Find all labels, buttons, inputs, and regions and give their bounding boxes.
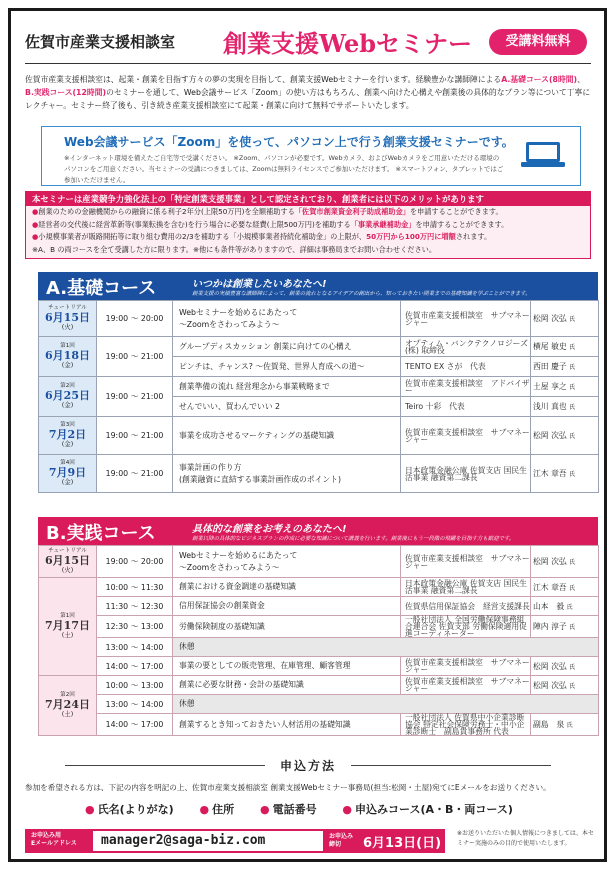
affiliation-cell: 佐賀市産業支援相談室 アドバイザー (401, 377, 531, 397)
table-row (39, 676, 599, 695)
merit-highlight: 「佐賀市創業資金利子助成補助金」 (294, 207, 410, 216)
merit-item (26, 231, 590, 244)
time-cell: 13:00 ～ 14:00 (97, 638, 173, 657)
speaker-cell: 江木 章吾 氏 (531, 455, 599, 493)
date-cell: チュートリアル 6月15日 (火) (39, 301, 97, 337)
zoom-note: ※インターネット環境を備えたご自宅等で受講ください。 ※Zoom、パソコンが必要です。Webカメラ、およびWebカメラをご用意いただける環境のパソコンをご用意ください。当セミナーの受講につきましては、Zoomは無料ライセンスでご参加いただけます。 ※スマートフォン、タブレットではご参加いただけません。 (64, 154, 504, 184)
time-cell: 19:00 ～ 20:00 (97, 546, 173, 578)
speaker-cell: 松岡 次弘 氏 (531, 546, 599, 578)
topic-cell: 労働保険制度の基礎知識 (173, 616, 401, 638)
affiliation-cell: 佐賀市産業支援相談室 サブマネージャー (401, 657, 531, 676)
table-row (39, 714, 599, 736)
free-badge: 受講料無料 (489, 29, 587, 55)
time-cell: 12:30 ～ 13:00 (97, 616, 173, 638)
table-row (39, 616, 599, 638)
time-cell: 19:00 ～ 21:00 (97, 417, 173, 455)
course-b-band (38, 517, 598, 545)
heading-rule-left (65, 765, 265, 766)
topic-cell: 事業計画の作り方 (創業融資に直結する事業計画作成のポイント) (173, 455, 401, 493)
required-items (25, 801, 591, 817)
course-a (38, 272, 598, 493)
page-title: 創業支援Webセミナー (223, 29, 473, 58)
course-a-desc: 創業支援の実績豊富な講師陣によって、創業の流れとなるアイデアの創出から、知っておきたい開業までの基礎知識を学ぶことができます。 (192, 291, 531, 297)
speaker-cell: 副島 泉 氏 (531, 714, 599, 736)
affiliation-cell: 佐賀市産業支援相談室 サブマネージャー (401, 417, 531, 455)
table-row (39, 597, 599, 616)
affiliation-cell: TENTO EX さが 代表 (401, 357, 531, 377)
course-b-name: B.実践コース (46, 523, 156, 544)
affiliation-cell: 一般社団法人 佐賀県中小企業診断協会 特定社会保険労務士・中小企業診断士 副島貴事務所 代表 (401, 714, 531, 736)
affiliation-cell: 日本政策金融公庫 佐賀支店 国民生活事業 融資第二課長 (401, 455, 531, 493)
affiliation-cell: 一般社団法人 全国労働保険事務組合連合会 佐賀支部 労働保険適用促進コーディネーター (401, 616, 531, 638)
date-cell: 第1回 7月17日 (土) (39, 578, 97, 676)
list-item: ● 申込みコース(A・B・両コース) (342, 803, 513, 816)
date-cell: 第2回 7月24日 (土) (39, 676, 97, 736)
table-row (39, 455, 599, 493)
flyer-page (8, 8, 607, 862)
time-cell: 14:00 ～ 17:00 (97, 657, 173, 676)
topic-cell: 創業準備の流れ 経営理念から事業戦略まで (173, 377, 401, 397)
topic-cell: Webセミナーを始めるにあたって ～Zoomをさわってみよう～ (173, 301, 401, 337)
topic-cell: 信用保証協会の創業資金 (173, 597, 401, 616)
merit-header: 本セミナーは産業競争力強化法上の「特定創業支援事業」として認定されており、創業者には以下のメリットがあります (26, 192, 590, 206)
course-a-band (38, 272, 598, 300)
merit-text: を申請することができます。 (409, 207, 503, 216)
speaker-cell: 浅川 真也 氏 (531, 397, 599, 417)
time-cell: 19:00 ～ 21:00 (97, 377, 173, 417)
merit-text: を申請することができます。 (415, 219, 509, 229)
merit-highlight: 「事業承継補助金」 (350, 219, 416, 229)
speaker-cell: 江木 章吾 氏 (531, 578, 599, 597)
intro-part-1: 佐賀市産業支援相談室は、起業・創業を目指す方々の夢の実現を目指して、創業支援Webセミナーを行います。経験豊かな講師陣による (25, 75, 502, 84)
table-row (39, 657, 599, 676)
merit-item (26, 219, 590, 232)
intro-part-3: のセミナーを通して、Web会議サービス「Zoom」の使い方はもちろん、創業へ向けた心構えや創業後の具体的なプラン等について丁寧にレクチャー。セミナー終了後も、引き続き産業支援相談室にて起業・創業に向けて無料でサポートいたします。 (25, 88, 591, 110)
application-heading: 申込方法 (279, 759, 336, 773)
merit-item (26, 206, 590, 219)
topic-cell: 創業における資金調達の基礎知識 (173, 578, 401, 597)
course-a-slogan: いつかは創業したいあなたへ! (192, 279, 327, 290)
topic-cell: せんでいい、買わんでいい 2 (173, 397, 401, 417)
org-name: 佐賀市産業支援相談室 (25, 33, 176, 51)
intro-part-2: 、 (577, 75, 585, 84)
header-rule (25, 63, 591, 64)
merit-box (25, 191, 591, 259)
speaker-cell: 横尾 敏史 氏 (531, 337, 599, 357)
topic-cell: Webセミナーを始めるにあたって ～Zoomをさわってみよう～ (173, 546, 401, 578)
bullet-icon: ● (85, 803, 95, 816)
course-b (38, 517, 598, 736)
time-cell: 19:00 ～ 21:00 (97, 337, 173, 377)
affiliation-cell: 佐賀市産業支援相談室 サブマネージャー (401, 546, 531, 578)
date-cell: 第2回 6月25日 (金) (39, 377, 97, 417)
application-text: 参加を希望される方は、下記の内容を明記の上、佐賀市産業支援相談室 創業支援Webセミナー事務局(担当:松岡・土屋)宛てにEメールをお送りください。 (25, 783, 551, 792)
list-item: ● 氏名(よりがな) (85, 803, 174, 816)
affiliation-cell: Teiro 十彩 代表 (401, 397, 531, 417)
time-cell: 19:00 ～ 21:00 (97, 455, 173, 493)
deadline-label: お申込み 締切 (329, 833, 354, 848)
bullet-icon: ● (32, 207, 39, 216)
table-row (39, 695, 599, 714)
header (11, 11, 604, 67)
course-b-slogan: 具体的な創業をお考えのあなたへ! (192, 524, 347, 535)
table-row (39, 578, 599, 597)
merit-highlight: 50万円から100万円に増額 (366, 232, 456, 241)
date-cell: 第4回 7月9日 (金) (39, 455, 97, 493)
date-cell: チュートリアル 6月15日 (火) (39, 546, 97, 578)
time-cell: 10:00 ～ 13:00 (97, 676, 173, 695)
intro-course-a: A.基礎コース(8時間) (501, 75, 578, 84)
topic-cell: 創業に必要な財務・会計の基礎知識 (173, 676, 401, 695)
affiliation-cell: 佐賀県信用保証協会 経営支援課長 (401, 597, 531, 616)
deadline-date: 6月13日(日) (363, 836, 442, 851)
bullet-icon: ● (32, 219, 39, 229)
time-cell: 13:00 ～ 14:00 (97, 695, 173, 714)
affiliation-cell: オプティム・バンクテクノロジーズ(株) 取締役 (401, 337, 531, 357)
speaker-cell: 松岡 次弘 氏 (531, 417, 599, 455)
merit-note: ※A、B の両コースを全て受講した方に限ります。※他にも条件等がありますので、詳細は事務局までお問い合わせください。 (32, 244, 437, 254)
merit-text: されます。 (455, 232, 492, 241)
email-label: お申込み用 Eメールアドレス (31, 832, 77, 847)
intro-text (25, 73, 591, 112)
list-item: ● 電話番号 (259, 803, 317, 816)
topic-cell: ピンチは、チャンス? ～佐賀発、世界人育成への道～ (173, 357, 401, 377)
course-b-desc: 創業以降の具体的なビジネスプランの作成に必要な知識について講義を行います。創業後にもう一段階の飛躍を目指す方も歓迎です。 (192, 536, 515, 542)
merit-text: 小規模事業者が販路開拓等に取り組む費用の2/3を補助する「小規模事業者持続化補助金」の上限が、 (38, 232, 367, 241)
course-a-schedule (38, 300, 599, 493)
time-cell: 11:30 ～ 12:30 (97, 597, 173, 616)
bullet-icon: ● (32, 232, 39, 241)
speaker-cell: 松岡 次弘 氏 (531, 676, 599, 695)
bullet-icon: ● (259, 803, 270, 816)
speaker-cell: 松岡 次弘 氏 (531, 657, 599, 676)
zoom-title: Web会議サービス「Zoom」を使って、パソコン上で行う創業支援セミナーです。 (64, 135, 514, 149)
topic-cell: 創業するとき知っておきたい人材活用の基礎知識 (173, 714, 401, 736)
speaker-cell: 松岡 次弘 氏 (531, 301, 599, 337)
bullet-icon: ● (342, 803, 353, 816)
table-row (39, 546, 599, 578)
date-cell: 第1回 6月18日 (金) (39, 337, 97, 377)
zoom-box (41, 126, 581, 186)
topic-cell: グループディスカッション 創業に向けての心構え (173, 337, 401, 357)
email-address-link[interactable]: manager2@saga-biz.com (93, 831, 323, 851)
topic-cell: 事業の要としての販売管理、在庫管理、顧客管理 (173, 657, 401, 676)
affiliation-cell: 佐賀市産業支援相談室 サブマネージャー (401, 676, 531, 695)
intro-course-b: B.実践コース(12時間) (25, 88, 107, 97)
time-cell: 10:00 ～ 11:30 (97, 578, 173, 597)
speaker-cell: 陣内 淳子 氏 (531, 616, 599, 638)
contact-bar (25, 829, 445, 853)
table-row (39, 638, 599, 657)
affiliation-cell: 日本政策金融公庫 佐賀支店 国民生活事業 融資第二課長 (401, 578, 531, 597)
heading-rule-right (351, 765, 551, 766)
list-item: ● 住所 (199, 803, 235, 816)
speaker-cell: 西田 慶子 氏 (531, 357, 599, 377)
bullet-icon: ● (199, 803, 210, 816)
merit-text: 創業のための金融機関からの融資に係る利子2年分(上限50万円)を全額補助する (38, 207, 295, 216)
course-b-schedule (38, 545, 599, 736)
table-row (39, 377, 599, 397)
break-cell: 休憩 (173, 695, 599, 714)
time-cell: 14:00 ～ 17:00 (97, 714, 173, 736)
time-cell: 19:00 ～ 20:00 (97, 301, 173, 337)
course-a-name: A.基礎コース (46, 278, 157, 299)
laptop-icon (520, 141, 566, 169)
table-row (39, 337, 599, 357)
date-cell: 第3回 7月2日 (金) (39, 417, 97, 455)
table-row (39, 417, 599, 455)
affiliation-cell: 佐賀市産業支援相談室 サブマネージャー (401, 301, 531, 337)
application-section (25, 757, 591, 817)
break-cell: 休憩 (173, 638, 599, 657)
speaker-cell: 山本 毅 氏 (531, 597, 599, 616)
privacy-note: ※お送りいただいた個人情報につきましては、本セミナー実施のみの目的で使用いたします。 (457, 830, 594, 847)
table-row (39, 301, 599, 337)
speaker-cell: 土屋 享之 氏 (531, 377, 599, 397)
topic-cell: 事業を成功させるマーケティングの基礎知識 (173, 417, 401, 455)
merit-text: 経営者の交代後に経営革新等(事業転換を含む)を行う場合に必要な経費(上限500万円)を補助する (38, 219, 351, 229)
